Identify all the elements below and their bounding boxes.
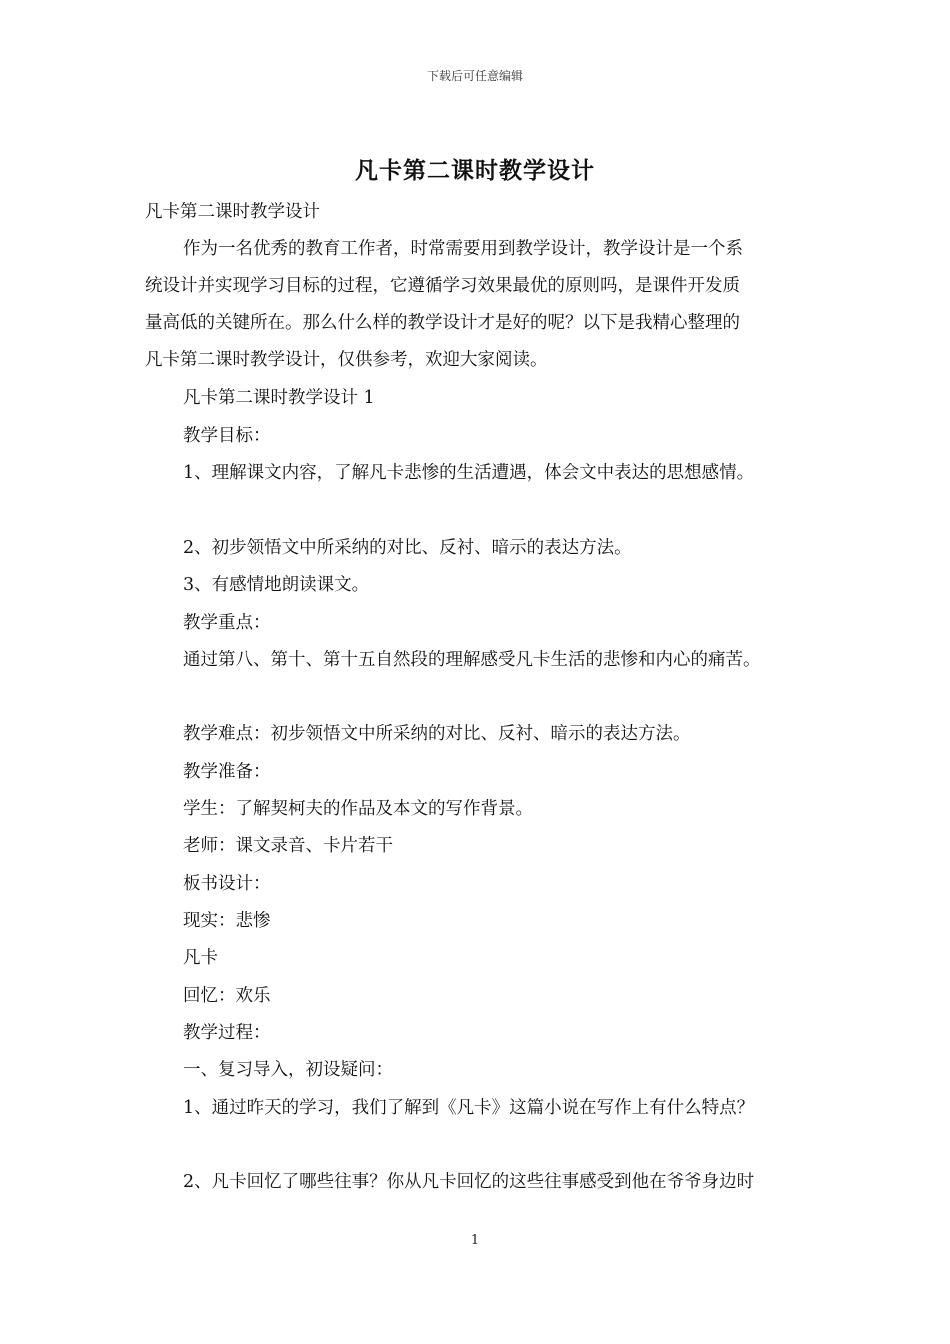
subtitle-line: 凡卡第二课时教学设计 (145, 202, 320, 222)
paragraph-line: 1、理解课文内容，了解凡卡悲惨的生活遭遇，体会文中表达的思想感情。 (183, 463, 755, 483)
paragraph-line: 统设计并实现学习目标的过程，它遵循学习效果最优的原则吗，是课件开发质 (145, 276, 740, 296)
paragraph-line: 学生：了解契柯夫的作品及本文的写作背景。 (183, 799, 533, 819)
page-number: 1 (470, 1233, 480, 1248)
paragraph-line: 教学目标： (183, 426, 271, 446)
paragraph-line: 教学重点： (183, 613, 271, 633)
page-header: 下载后可任意编辑 (426, 69, 523, 83)
document-title: 凡卡第二课时教学设计 (355, 157, 595, 184)
paragraph-line: 板书设计： (183, 874, 271, 894)
paragraph-line: 教学难点：初步领悟文中所采纳的对比、反衬、暗示的表达方法。 (183, 724, 691, 744)
paragraph-line: 教学过程： (183, 1023, 271, 1043)
paragraph-line: 1、通过昨天的学习，我们了解到《凡卡》这篇小说在写作上有什么特点？ (183, 1098, 755, 1118)
section-heading: 凡卡第二课时教学设计 1 (183, 388, 375, 408)
paragraph-line: 现实：悲惨 (183, 911, 271, 931)
paragraph-line: 凡卡 (183, 948, 218, 968)
paragraph-line: 回忆：欢乐 (183, 986, 271, 1006)
paragraph-line: 3、有感情地朗读课文。 (183, 575, 370, 595)
paragraph-line: 通过第八、第十、第十五自然段的理解感受凡卡生活的悲惨和内心的痛苦。 (183, 650, 761, 670)
paragraph-line: 凡卡第二课时教学设计，仅供参考，欢迎大家阅读。 (145, 350, 548, 370)
paragraph-line: 老师：课文录音、卡片若干 (183, 836, 393, 856)
paragraph-line: 2、初步领悟文中所采纳的对比、反衬、暗示的表达方法。 (183, 538, 632, 558)
paragraph-line: 2、凡卡回忆了哪些往事？你从凡卡回忆的这些往事感受到他在爷爷身边时 (183, 1172, 755, 1192)
paragraph-line: 作为一名优秀的教育工作者，时常需要用到教学设计，教学设计是一个系 (183, 239, 743, 259)
paragraph-line: 量高低的关键所在。那么什么样的教学设计才是好的呢？以下是我精心整理的 (145, 313, 740, 333)
paragraph-line: 一、复习导入，初设疑问： (183, 1060, 393, 1080)
paragraph-line: 教学准备： (183, 762, 271, 782)
